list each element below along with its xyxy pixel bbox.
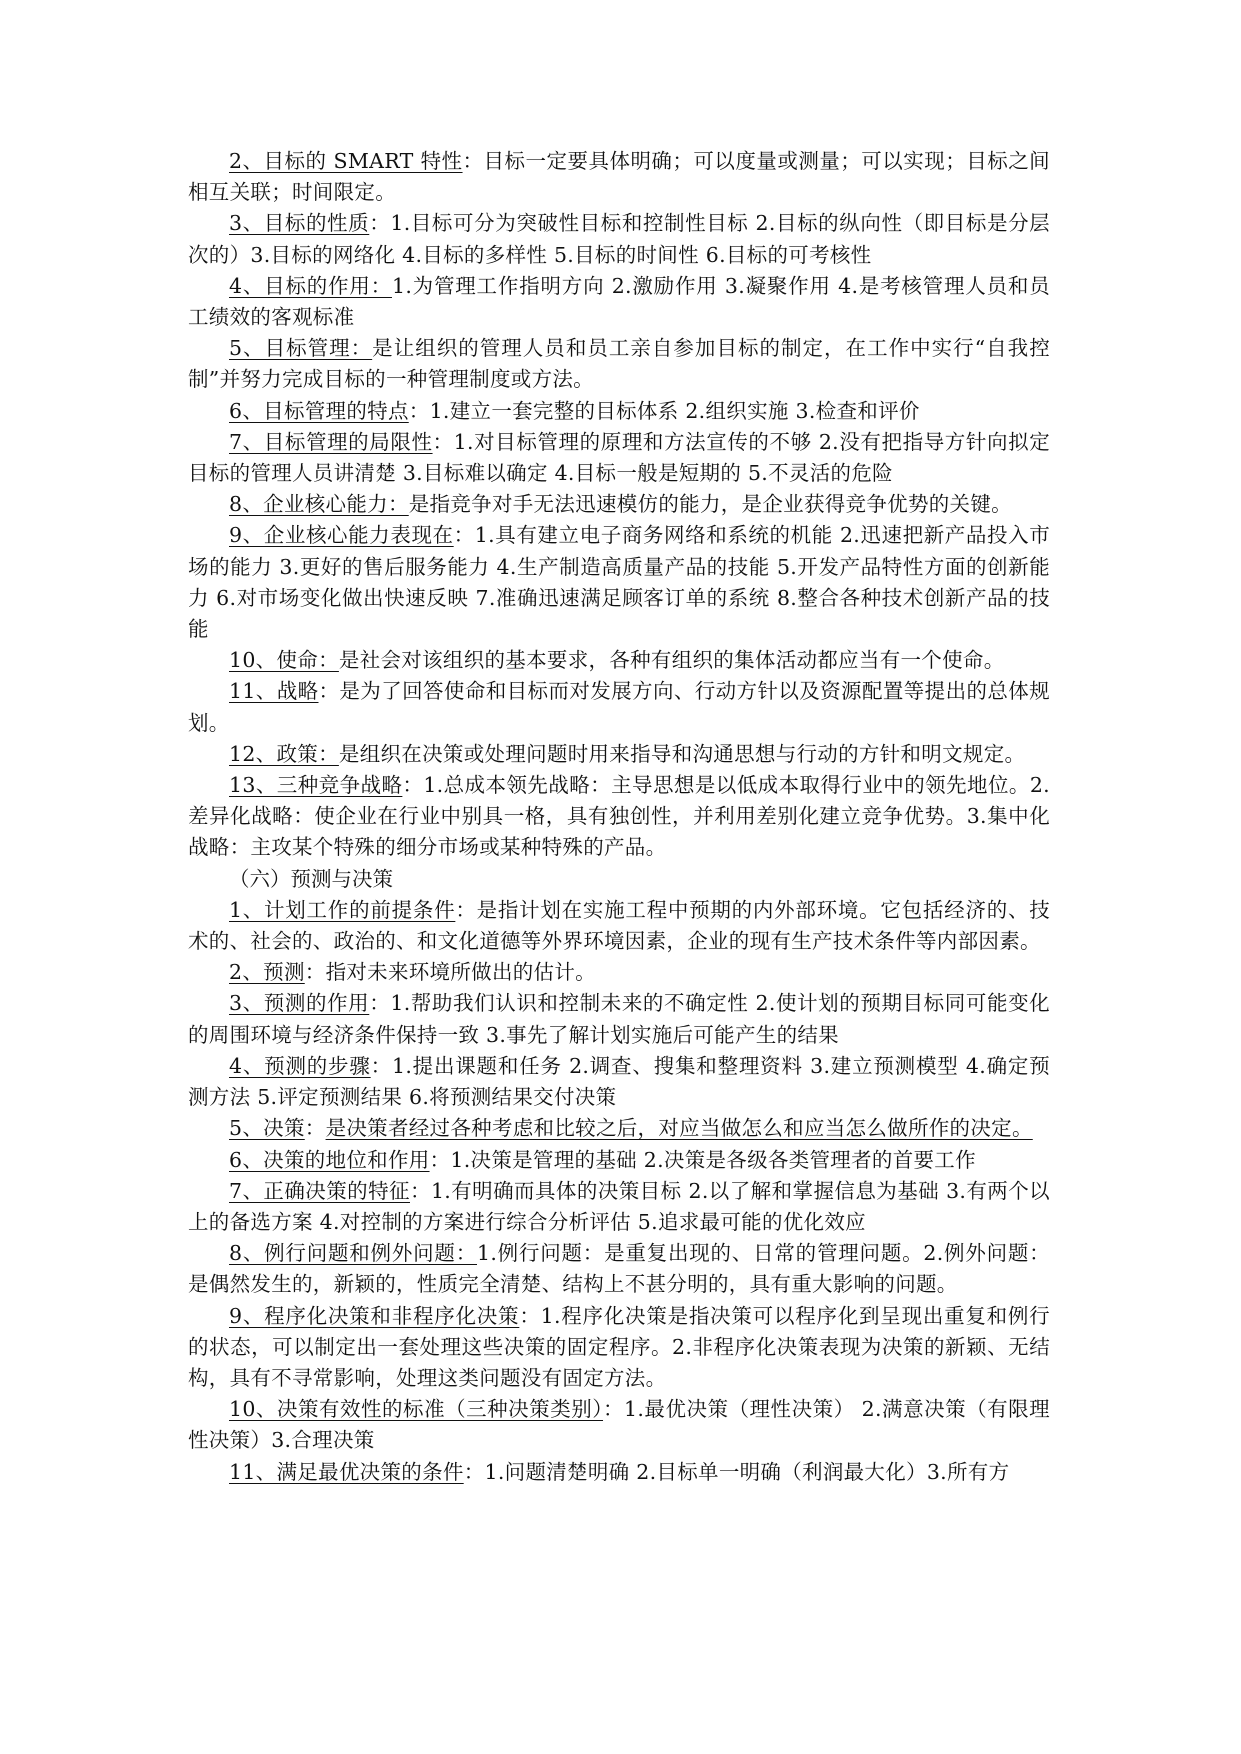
definition-term: 1、计划工作的前提条件	[229, 897, 456, 922]
definition-body: 1.程序化决策是指决策可以程序化到呈现出重复和例行的状态，可以制定出一套处理这些决策的固定程序。2.非程序化决策表现为决策的新颖、无结构，具有不寻常影响，处理这类问题没有固定方法。	[188, 1303, 1050, 1390]
definition-separator: ：	[370, 1053, 392, 1078]
definition-body: 指对未来环境所做出的估计。	[325, 960, 596, 985]
definition-term: 6、目标管理的特点	[229, 398, 409, 423]
definition-paragraph	[188, 1394, 1050, 1456]
definition-body: 1.帮助我们认识和控制未来的不确定性 2.使计划的预期目标同可能变化的周围环境与经济条件保持一致 3.事先了解计划实施后可能产生的结果	[188, 991, 1050, 1047]
definition-term: 6、决策的地位和作用	[229, 1147, 430, 1172]
definition-paragraph	[188, 1113, 1050, 1144]
definition-body: 是决策者经过各种考虑和比较之后，对应当做怎么和应当怎么做所作的决定。	[325, 1116, 1033, 1141]
definition-separator: ：	[304, 960, 326, 985]
definition-paragraph	[188, 895, 1050, 957]
definition-paragraph	[188, 957, 1050, 988]
definition-paragraph	[188, 333, 1050, 395]
definition-body: 是指计划在实施工程中预期的内外部环境。它包括经济的、技术的、社会的、政治的、和文化道德等外界环境因素，企业的现有生产技术条件等内部因素。	[188, 897, 1050, 954]
definition-paragraph	[188, 1051, 1050, 1113]
definition-separator: ：	[432, 429, 454, 454]
definition-separator: ：	[369, 211, 391, 236]
definition-term: 7、正确决策的特征	[229, 1178, 410, 1203]
definition-separator: ：	[429, 1147, 451, 1172]
definition-paragraph	[188, 1176, 1050, 1238]
definition-term: 3、目标的性质	[229, 211, 370, 236]
definition-paragraph	[188, 1457, 1050, 1488]
definition-body: 1.为管理工作指明方向 2.激励作用 3.凝聚作用 4.是考核管理人员和员工绩效的客观标准	[188, 273, 1050, 330]
definition-body: 是为了回答使命和目标而对发展方向、行动方针以及资源配置等提出的总体规划。	[188, 679, 1050, 735]
definition-term: 5、决策	[229, 1116, 305, 1141]
definition-term: 10、使命：	[229, 648, 339, 673]
definition-paragraph	[188, 739, 1050, 770]
definition-paragraph	[188, 1301, 1050, 1395]
definition-separator: ：	[455, 897, 477, 922]
definition-paragraph	[188, 146, 1050, 208]
definition-paragraph	[188, 489, 1050, 520]
definition-term: 7、目标管理的局限性	[229, 429, 433, 454]
definition-paragraph	[188, 396, 1050, 427]
definition-paragraph	[188, 988, 1050, 1050]
definition-separator: ：	[304, 1116, 326, 1141]
definition-term: 8、例行问题和例外问题：	[229, 1241, 477, 1266]
definition-term: 4、目标的作用：	[229, 273, 392, 298]
definition-separator: ：	[409, 1178, 431, 1203]
definition-term: 5、目标管理：	[229, 336, 373, 361]
definition-body: 1.对目标管理的原理和方法宣传的不够 2.没有把指导方针向拟定目标的管理人员讲清楚 3.目标难以确定 4.目标一般是短期的 5.不灵活的危险	[188, 429, 1050, 486]
definition-body: 1.决策是管理的基础 2.决策是各级各类管理者的首要工作	[450, 1147, 976, 1172]
definition-term: 12、政策：	[229, 741, 339, 766]
definition-separator: ：	[462, 149, 484, 173]
definition-term: 11、满足最优决策的条件	[229, 1459, 464, 1484]
definition-body: 1.具有建立电子商务网络和系统的机能 2.迅速把新产品投入市场的能力 3.更好的售后服务能力 4.生产制造高质量产品的技能 5.开发产品特性方面的创新能力 6.对市场变化做出快速反映 7.准确迅速满足顾客订单的系统 8.整合各种技术创新产品的技能	[188, 523, 1051, 642]
definition-term: 2、预测	[229, 960, 305, 985]
definition-body: 1.例行问题：是重复出现的、日常的管理问题。2.例外问题：是偶然发生的，新颖的，性质完全清楚、结构上不甚分明的，具有重大影响的问题。	[188, 1241, 1050, 1297]
definition-term: 9、企业核心能力表现在	[229, 523, 454, 548]
definition-body: 是指竞争对手无法迅速模仿的能力，是企业获得竞争优势的关键。	[408, 492, 1012, 517]
definitions-section-goals	[188, 146, 1050, 864]
definition-paragraph	[188, 1238, 1050, 1300]
definition-body: 1.提出课题和任务 2.调查、搜集和整理资料 3.建立预测模型 4.确定预测方法 5.评定预测结果 6.将预测结果交付决策	[188, 1053, 1050, 1110]
definition-body: 1.建立一套完整的目标体系 2.组织实施 3.检查和评价	[429, 398, 920, 423]
definition-term: 10、决策有效性的标准（三种决策类别）	[229, 1397, 604, 1422]
definition-body: 1.问题清楚明确 2.目标单一明确（利润最大化）3.所有方	[484, 1459, 1010, 1484]
definition-paragraph	[188, 427, 1050, 489]
definition-separator: ：	[318, 679, 340, 704]
definition-separator: ：	[369, 991, 391, 1016]
definition-paragraph	[188, 520, 1050, 645]
definitions-section-forecast-decision	[188, 895, 1050, 1488]
definition-separator: ：	[408, 398, 430, 423]
section-heading: （六）预测与决策	[229, 866, 393, 891]
definition-paragraph	[188, 1145, 1050, 1176]
definition-body: 1.有明确而具体的决策目标 2.以了解和掌握信息为基础 3.有两个以上的备选方案 4.对控制的方案进行综合分析评估 5.追求最可能的优化效应	[188, 1178, 1050, 1234]
definition-body: 是社会对该组织的基本要求，各种有组织的集体活动都应当有一个使命。	[338, 648, 1005, 673]
definition-paragraph	[188, 676, 1050, 738]
definition-body: 是组织在决策或处理问题时用来指导和沟通思想与行动的方针和明文规定。	[338, 741, 1026, 766]
definition-term: 9、程序化决策和非程序化决策	[229, 1303, 520, 1328]
definition-paragraph	[188, 208, 1050, 270]
definition-paragraph	[188, 645, 1050, 676]
definition-body: 目标一定要具体明确；可以度量或测量；可以实现；目标之间相互关联；时间限定。	[188, 149, 1050, 205]
definition-paragraph	[188, 770, 1050, 864]
document-page	[188, 146, 1050, 1488]
definition-body: 1.最优决策（理性决策） 2.满意决策（有限理性决策）3.合理决策	[188, 1397, 1050, 1453]
definition-term: 2、目标的 SMART 特性	[229, 149, 463, 173]
definition-body: 1.目标可分为突破性目标和控制性目标 2.目标的纵向性（即目标是分层次的）3.目标的网络化 4.目标的多样性 5.目标的时间性 6.目标的可考核性	[188, 211, 1050, 267]
definition-term: 11、战略	[229, 679, 319, 704]
definition-paragraph	[188, 271, 1050, 333]
definition-separator: ：	[603, 1397, 625, 1422]
definition-term: 3、预测的作用	[229, 991, 370, 1016]
definition-term: 4、预测的步骤	[229, 1053, 371, 1078]
definition-separator: ：	[463, 1459, 485, 1484]
definition-separator: ：	[402, 773, 424, 798]
definition-body: 1.总成本领先战略：主导思想是以低成本取得行业中的领先地位。2.差异化战略：使企业在行业中别具一格，具有独创性，并利用差别化建立竞争优势。3.集中化战略：主攻某个特殊的细分市场或某种特殊的产品。	[188, 773, 1050, 860]
definition-body: 是让组织的管理人员和员工亲自参加目标的制定，在工作中实行“自我控制”并努力完成目标的一种管理制度或方法。	[188, 336, 1050, 392]
definition-term: 13、三种竞争战略	[229, 773, 403, 798]
definition-separator: ：	[453, 523, 475, 548]
definition-term: 8、企业核心能力：	[229, 492, 409, 517]
definition-separator: ：	[519, 1303, 541, 1328]
